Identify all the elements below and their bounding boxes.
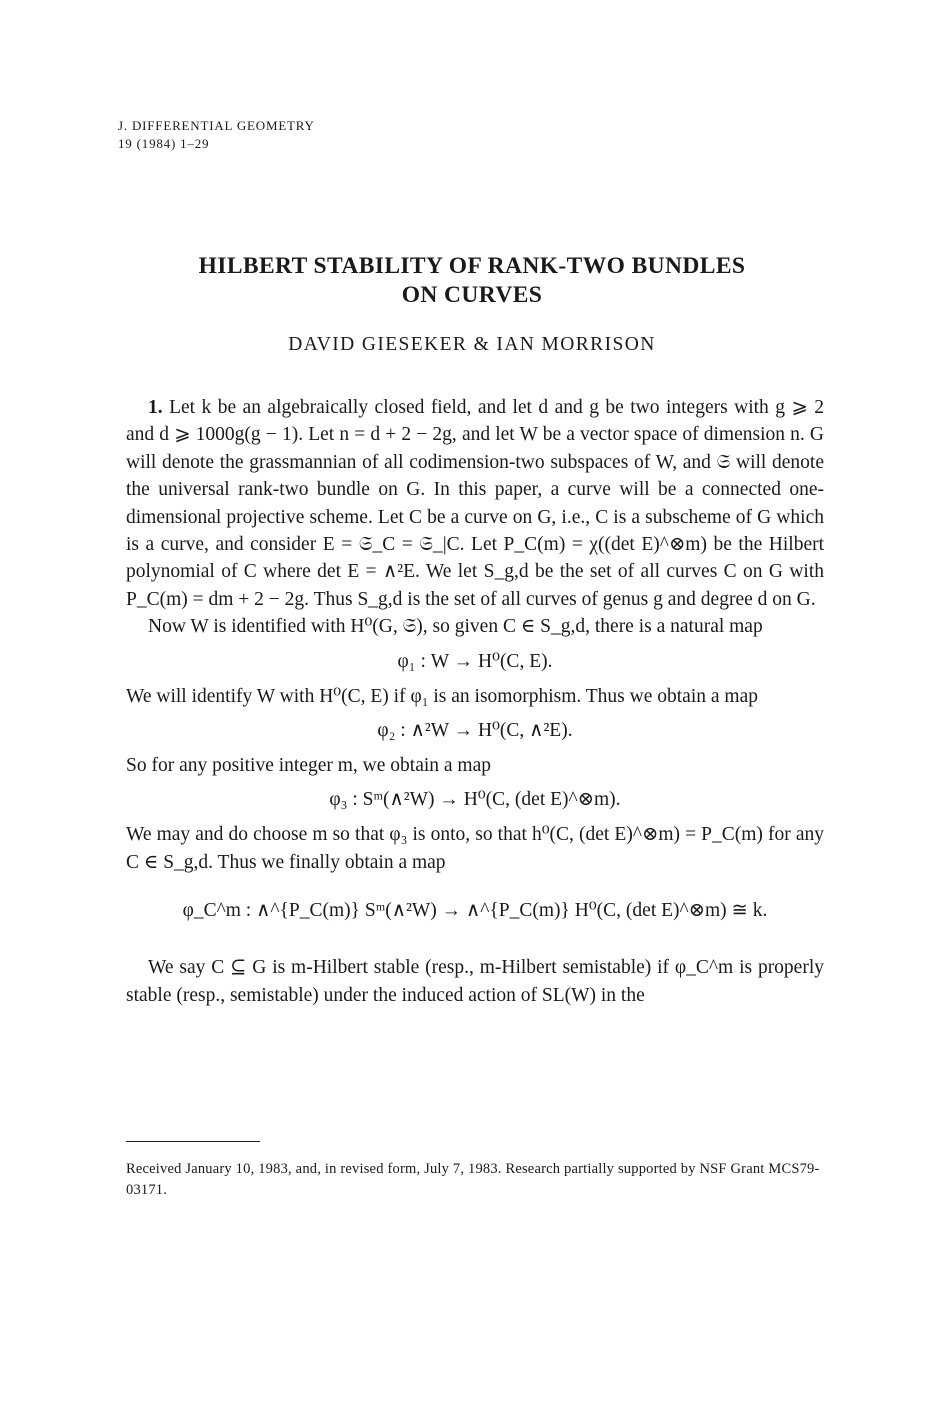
title-line-1: HILBERT STABILITY OF RANK-TWO BUNDLES	[198, 253, 746, 279]
equation-phi2: φ₂ : ∧²W → H⁰(C, ∧²E).	[377, 720, 573, 742]
paragraph-5: We may and do choose m so that φ₃ is onto, so that h⁰(C, (det E)^⊗m) = P_C(m) for any C ∈ S_g,d. Thus we finally obtain a map	[126, 824, 824, 873]
equation-phi3: φ₃ : Sᵐ(∧²W) → H⁰(C, (det E)^⊗m).	[329, 789, 621, 811]
journal-name: J. DIFFERENTIAL GEOMETRY	[118, 118, 315, 133]
section-1	[126, 394, 824, 1009]
footnote-rule	[126, 1141, 260, 1142]
paragraph-1-text: Let k be an algebraically closed field, and let d and g be two integers with g ⩾ 2 and d ⩾ 1000g(g − 1). Let n = d + 2 − 2g, and let W be a vector space of dimension n. G will denote the grassmannian of all codimension-two subspaces of W, and 𝔖 will denote the universal rank-two bundle on G. In this paper, a curve will be a connected one-dimensional projective scheme. Let C be a curve on G, i.e., C is a subscheme of G which is a curve, and consider	[126, 397, 824, 556]
section-number: 1.	[148, 397, 163, 418]
paragraph-1-text-cont: E = 𝔖_C = 𝔖_|C. Let P_C(m) = χ((det E)^⊗m) be the Hilbert polynomial of C where det E = ∧²E. We let S_g,d be the set of all curves C on G with P_C(m) = dm + 2 − 2g. Thus S_g,d is the set of all curves of genus g and degree d on G.	[126, 534, 825, 610]
paragraph-6: We say C ⊆ G is m-Hilbert stable (resp., m-Hilbert semistable) if φ_C^m is properly stable (resp., semistable) under the induced action of SL(W) in the	[126, 957, 824, 1006]
paragraph-1	[126, 394, 824, 613]
journal-volume: 19 (1984) 1–29	[118, 136, 210, 151]
paper-title	[0, 252, 944, 310]
equation-phi1: φ₁ : W → H⁰(C, E).	[397, 650, 553, 672]
paragraph-3: We will identify W with H⁰(C, E) if φ₁ is an isomorphism. Thus we obtain a map	[126, 685, 758, 707]
title-line-2: ON CURVES	[401, 282, 543, 308]
paragraph-4: So for any positive integer m, we obtain a map	[126, 755, 491, 777]
footnote: Received January 10, 1983, and, in revised form, July 7, 1983. Research partially supported by NSF Grant MCS79-03171.	[126, 1161, 820, 1198]
paragraph-2: Now W is identified with H⁰(G, 𝔖), so given C ∈ S_g,d, there is a natural map	[148, 616, 763, 638]
equation-phi-c-m: φ_C^m : ∧^{P_C(m)} Sᵐ(∧²W) → ∧^{P_C(m)} H⁰(C, (det E)^⊗m) ≅ k.	[182, 900, 768, 922]
authors: DAVID GIESEKER & IAN MORRISON	[288, 334, 656, 355]
journal-header	[118, 117, 315, 153]
